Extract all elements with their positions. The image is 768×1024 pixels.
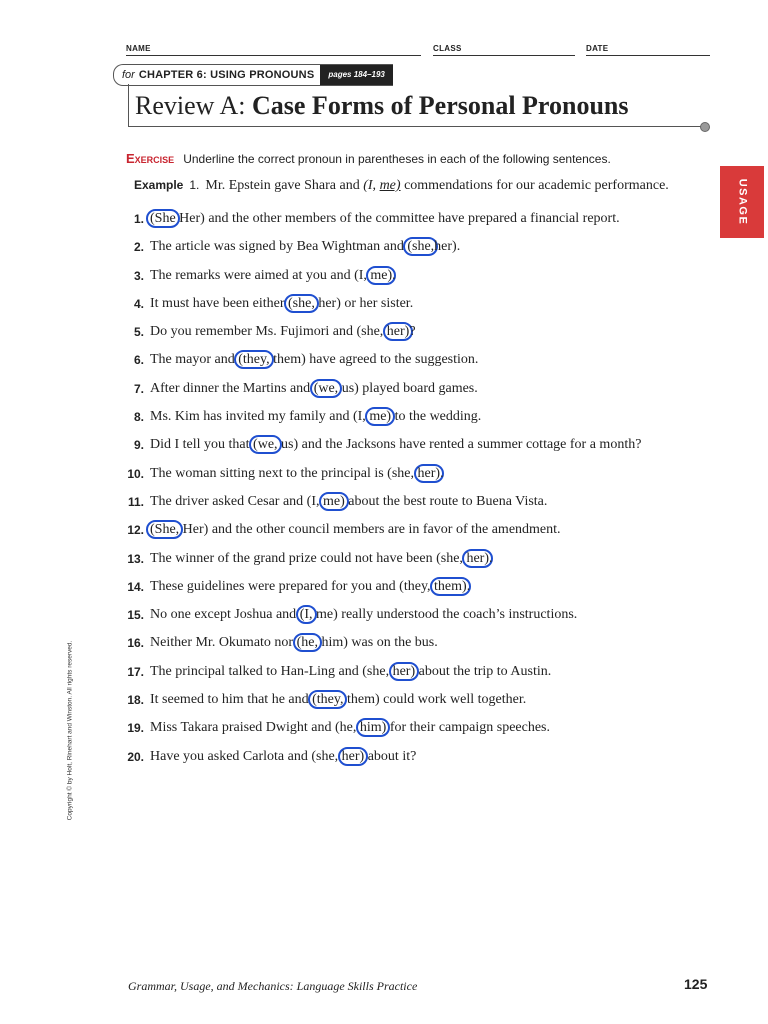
item-number: 17. bbox=[127, 664, 144, 679]
item-text-after: me) really understood the coach’s instructions. bbox=[312, 607, 578, 623]
item-number: 11. bbox=[127, 494, 144, 509]
copyright-notice: Copyright © by Holt, Rinehart and Winston. All rights reserved. bbox=[66, 640, 74, 821]
item-text-after: about the trip to Austin. bbox=[415, 663, 552, 679]
title-prefix: Review A: bbox=[135, 91, 246, 120]
circled-answer[interactable]: me) bbox=[365, 407, 395, 426]
item-text-before: The article was signed by Bea Wightman and bbox=[150, 239, 408, 255]
chapter-title: CHAPTER 6: USING PRONOUNS bbox=[138, 69, 315, 81]
item-text-after: . bbox=[466, 578, 471, 594]
list-item bbox=[0, 346, 768, 374]
item-number: 19. bbox=[127, 721, 144, 736]
item-text-before: These guidelines were prepared for you and (they, bbox=[150, 578, 435, 594]
item-text-before: Did I tell you that bbox=[150, 437, 254, 453]
example-label: Example bbox=[134, 178, 184, 192]
item-number: 1. bbox=[133, 212, 144, 226]
circled-answer[interactable]: (they, bbox=[308, 690, 347, 709]
list-item bbox=[0, 262, 768, 290]
item-text bbox=[150, 375, 478, 403]
item-text-before: After dinner the Martins and bbox=[150, 380, 314, 396]
list-item bbox=[0, 658, 768, 686]
circled-answer[interactable]: (She, bbox=[146, 520, 183, 539]
item-text-before: Ms. Kim has invited my family and (I, bbox=[150, 409, 370, 425]
item-text-before: The remarks were aimed at you and (I, bbox=[150, 267, 371, 283]
item-text-after: her). bbox=[434, 239, 461, 255]
list-item bbox=[0, 573, 768, 601]
item-number: 2. bbox=[133, 240, 144, 255]
item-text-after: Her) and the other members of the committee have prepared a financial report. bbox=[175, 211, 620, 226]
item-text-after: about it? bbox=[364, 748, 417, 764]
item-text-after: him) was on the bus. bbox=[317, 635, 438, 651]
footer-title: Grammar, Usage, and Mechanics: Language Skills Practice bbox=[128, 979, 418, 993]
circled-answer[interactable]: me) bbox=[366, 266, 396, 285]
item-text-before: The principal talked to Han-Ling and (she, bbox=[150, 663, 393, 679]
example-sentence bbox=[134, 178, 669, 194]
item-text-after: ? bbox=[409, 324, 416, 340]
example-text-after: commendations for our academic performance. bbox=[400, 178, 669, 193]
item-text bbox=[150, 714, 550, 742]
circled-answer[interactable]: them) bbox=[430, 577, 471, 596]
item-number: 4. bbox=[133, 296, 144, 311]
item-text bbox=[150, 318, 416, 346]
item-text-after: . bbox=[488, 550, 493, 566]
item-text bbox=[150, 262, 396, 290]
list-item bbox=[0, 743, 768, 771]
item-text bbox=[150, 488, 547, 516]
item-number: 8. bbox=[133, 410, 144, 425]
name-label: NAME bbox=[126, 44, 151, 53]
item-number: 15. bbox=[127, 608, 144, 623]
item-text bbox=[150, 233, 460, 261]
item-text-before: Have you asked Carlota and (she, bbox=[150, 748, 342, 764]
item-text-after: Her) and the other council members are in favor of the amendment. bbox=[179, 522, 561, 538]
list-item bbox=[0, 516, 768, 544]
item-text-after: . bbox=[392, 267, 396, 283]
chapter-for: for bbox=[122, 69, 135, 81]
title-frame-vertical bbox=[128, 84, 129, 126]
item-text bbox=[150, 431, 641, 459]
item-number: 16. bbox=[127, 636, 144, 651]
exercise-text: Underline the correct pronoun in parentheses in each of the following sentences. bbox=[183, 152, 611, 166]
circled-answer[interactable]: him) bbox=[356, 718, 390, 737]
circled-answer[interactable]: her) bbox=[462, 549, 493, 568]
page-number: 125 bbox=[684, 976, 708, 992]
title-main: Case Forms of Personal Pronouns bbox=[252, 91, 629, 120]
item-number: 12. bbox=[127, 523, 144, 538]
circled-answer[interactable]: her) bbox=[383, 322, 414, 341]
circled-answer[interactable]: (he, bbox=[293, 633, 322, 652]
list-item bbox=[0, 375, 768, 403]
example-choice: (I, bbox=[363, 178, 380, 193]
item-text-after: . bbox=[440, 465, 444, 481]
title-frame-horizontal bbox=[128, 126, 703, 127]
item-text-before: The mayor and bbox=[150, 352, 239, 368]
list-item bbox=[0, 629, 768, 657]
circled-answer[interactable]: (they, bbox=[234, 350, 273, 369]
frame-knob bbox=[700, 122, 710, 132]
item-text-after: us) played board games. bbox=[338, 380, 478, 396]
circled-answer[interactable]: (we, bbox=[310, 379, 343, 398]
item-number: 5. bbox=[133, 325, 144, 340]
item-text-after: to the wedding. bbox=[391, 409, 482, 425]
item-number: 13. bbox=[127, 551, 144, 566]
circled-answer[interactable]: (she, bbox=[403, 237, 438, 256]
list-item bbox=[0, 431, 768, 459]
list-item bbox=[0, 545, 768, 573]
item-text bbox=[150, 346, 478, 374]
chapter-pages: pages 184–193 bbox=[320, 65, 393, 85]
item-number: 7. bbox=[133, 381, 144, 396]
date-line bbox=[586, 55, 710, 56]
item-text bbox=[150, 545, 492, 573]
chapter-banner bbox=[113, 64, 393, 86]
circled-answer[interactable]: (she, bbox=[284, 294, 319, 313]
usage-tab-label: USAGE bbox=[736, 178, 748, 226]
item-number: 9. bbox=[133, 438, 144, 453]
item-text-after: us) and the Jacksons have rented a summer cottage for a month? bbox=[277, 437, 642, 453]
item-text-before: Do you remember Ms. Fujimori and (she, bbox=[150, 324, 387, 340]
circled-answer[interactable]: her) bbox=[414, 464, 445, 483]
list-item bbox=[0, 318, 768, 346]
item-number: 14. bbox=[127, 579, 144, 594]
item-text-before: It seemed to him that he and bbox=[150, 692, 313, 708]
item-text bbox=[150, 403, 481, 431]
circled-answer[interactable]: (She bbox=[146, 209, 180, 228]
item-text-after: them) could work well together. bbox=[343, 692, 527, 708]
exercise-instructions bbox=[126, 151, 611, 166]
list-item bbox=[0, 233, 768, 261]
item-number: 6. bbox=[133, 353, 144, 368]
list-item bbox=[0, 601, 768, 629]
item-text-before: The woman sitting next to the principal is (she, bbox=[150, 465, 418, 481]
item-number: 3. bbox=[133, 268, 144, 283]
item-text-after: them) have agreed to the suggestion. bbox=[269, 352, 479, 368]
item-text bbox=[150, 601, 577, 629]
item-text bbox=[150, 516, 561, 544]
item-text bbox=[150, 686, 526, 714]
item-text-before: The winner of the grand prize could not have been (she, bbox=[150, 550, 467, 566]
item-text bbox=[150, 290, 413, 318]
example-text-before: Mr. Epstein gave Shara and bbox=[205, 178, 364, 193]
item-text-after: about the best route to Buena Vista. bbox=[344, 493, 548, 509]
date-label: DATE bbox=[586, 44, 609, 53]
class-line bbox=[433, 55, 575, 56]
example-number: 1. bbox=[189, 178, 200, 192]
item-number: 20. bbox=[127, 749, 144, 764]
class-label: CLASS bbox=[433, 44, 462, 53]
item-text-after: for their campaign speeches. bbox=[386, 720, 550, 736]
item-text bbox=[150, 658, 551, 686]
list-item bbox=[0, 488, 768, 516]
item-text-before: The driver asked Cesar and (I, bbox=[150, 493, 323, 509]
item-text-before: It must have been either bbox=[150, 295, 289, 311]
item-text bbox=[150, 743, 416, 771]
exercise-label: Exercise bbox=[126, 151, 175, 166]
item-number: 18. bbox=[127, 693, 144, 708]
item-text bbox=[150, 205, 620, 233]
item-text-before: Neither Mr. Okumato nor bbox=[150, 635, 297, 651]
list-item bbox=[0, 403, 768, 431]
list-item bbox=[0, 205, 768, 233]
circled-answer[interactable]: her) bbox=[389, 662, 420, 681]
list-item bbox=[0, 290, 768, 318]
item-text bbox=[150, 460, 444, 488]
name-line bbox=[126, 55, 421, 56]
item-number: 10. bbox=[127, 466, 144, 481]
circled-answer[interactable]: her) bbox=[338, 747, 369, 766]
sentence-list bbox=[0, 205, 768, 771]
circled-answer[interactable]: (I, bbox=[296, 605, 317, 624]
circled-answer[interactable]: me) bbox=[319, 492, 349, 511]
item-text bbox=[150, 629, 438, 657]
item-text-before: Miss Takara praised Dwight and (he, bbox=[150, 720, 360, 736]
example-underlined: me) bbox=[379, 178, 401, 193]
list-item bbox=[0, 460, 768, 488]
item-text-before: No one except Joshua and bbox=[150, 607, 300, 623]
page-title bbox=[135, 90, 629, 122]
list-item bbox=[0, 686, 768, 714]
item-text bbox=[150, 573, 470, 601]
list-item bbox=[0, 714, 768, 742]
item-text-after: her) or her sister. bbox=[314, 295, 414, 311]
circled-answer[interactable]: (we, bbox=[249, 435, 282, 454]
